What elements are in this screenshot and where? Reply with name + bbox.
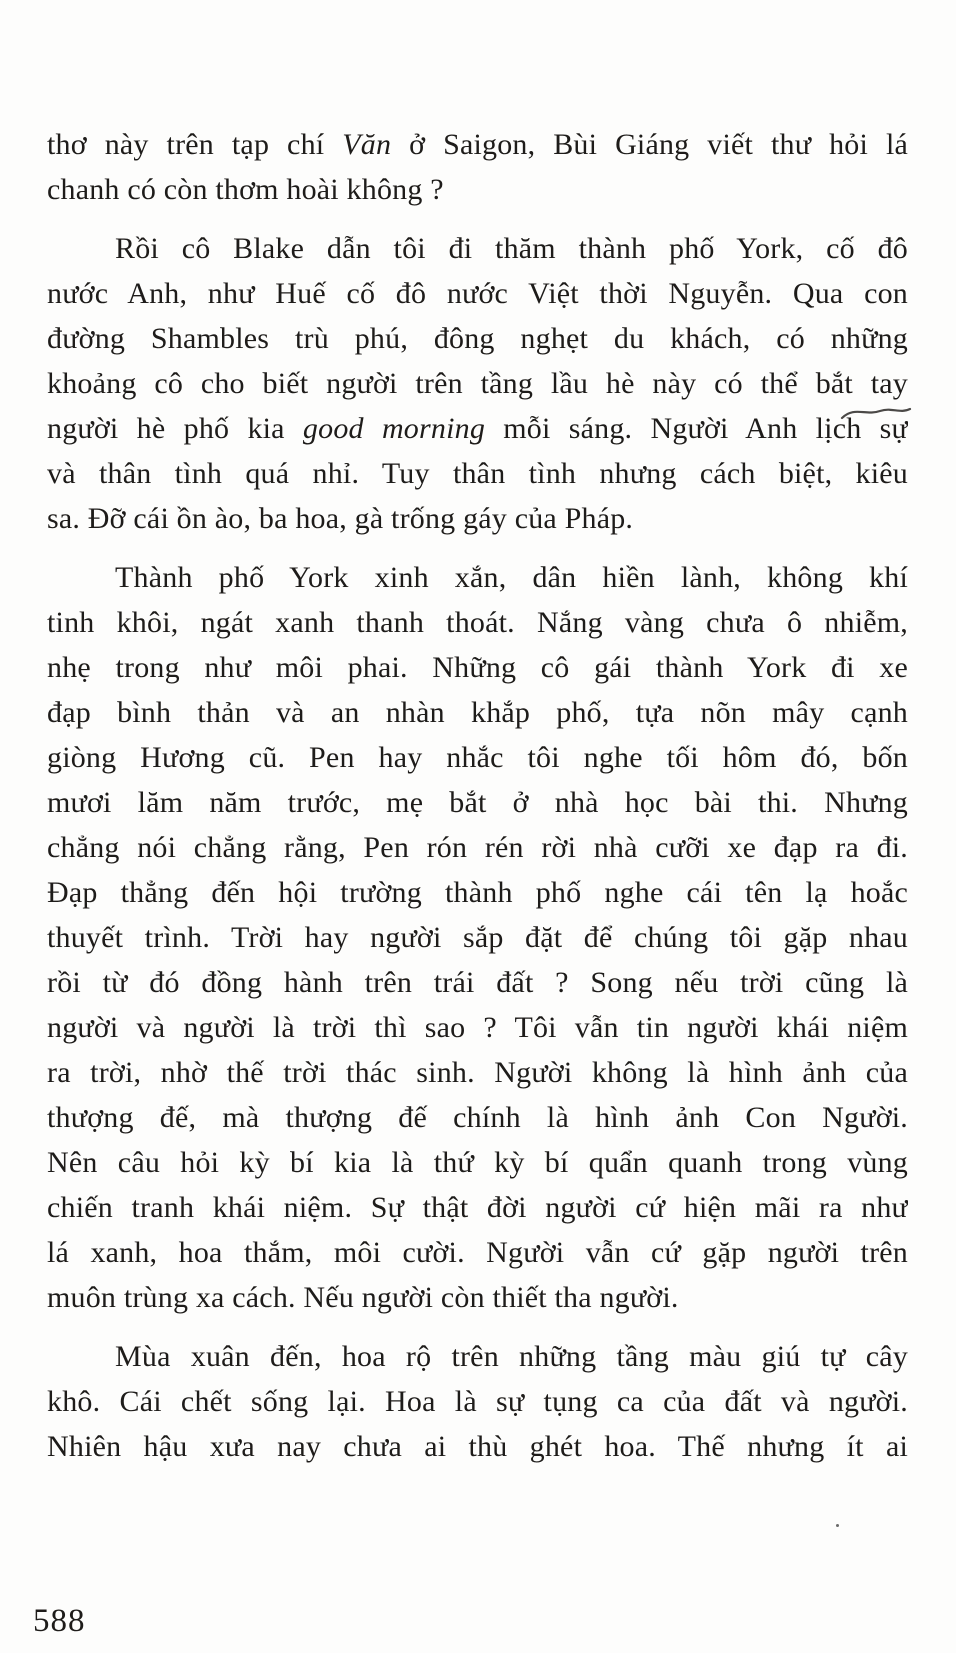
text-line: đạp bình thản và an nhàn khắp phố, tựa nõn mây cạnh	[47, 696, 908, 729]
text-line: nhẹ trong như môi phai. Những cô gái thành York đi xe	[47, 651, 908, 684]
italic-text: good morning	[302, 412, 486, 445]
text-line: và thân tình quá nhỉ. Tuy thân tình nhưng cách biệt, kiêu	[47, 457, 908, 490]
paragraph	[47, 226, 908, 541]
text-line: Mùa xuân đến, hoa rộ trên những tầng màu giú tự cây	[115, 1340, 908, 1373]
text-line: khô. Cái chết sống lại. Hoa là sự tụng ca của đất và người.	[47, 1385, 908, 1418]
text-line: tinh khôi, ngát xanh thanh thoát. Nắng vàng chưa ô nhiễm,	[47, 606, 908, 639]
text-line: đường Shambles trù phú, đông nghẹt du khách, có những	[47, 322, 908, 355]
text-line: giòng Hương cũ. Pen hay nhắc tôi nghe tối hôm đó, bốn	[47, 741, 908, 774]
text-line: thượng đế, mà thượng đế chính là hình ảnh Con Người.	[47, 1101, 908, 1134]
pen-stroke-artifact	[840, 402, 912, 424]
text-line: sa. Đỡ cái ồn ào, ba hoa, gà trống gáy của Pháp.	[47, 502, 634, 535]
text-line: mươi lăm năm trước, mẹ bắt ở nhà học bài thi. Nhưng	[47, 786, 908, 819]
text-line: nước Anh, như Huế cố đô nước Việt thời Nguyễn. Qua con	[47, 277, 908, 310]
text-line: ra trời, nhờ thế trời thác sinh. Người không là hình ảnh của	[47, 1056, 908, 1089]
text-line: thơ này trên tạp chí Văn ở Saigon, Bùi Giáng viết thư hỏi lá	[47, 128, 908, 161]
paragraph	[47, 1334, 908, 1469]
text-line: khoảng cô cho biết người trên tầng lầu hè này có thể bắt tay	[47, 367, 908, 400]
italic-text: Văn	[342, 128, 392, 161]
ink-speck-artifact	[836, 1524, 839, 1527]
text-line: người và người là trời thì sao ? Tôi vẫn tin người khái niệm	[47, 1011, 908, 1044]
page-number: 588	[33, 1603, 86, 1639]
text-line: người hè phố kia good morning mỗi sáng. Người Anh lịch sự	[47, 412, 908, 445]
text-line: chiến tranh khái niệm. Sự thật đời người cứ hiện mãi ra như	[47, 1191, 908, 1224]
text-line: Rồi cô Blake dẫn tôi đi thăm thành phố York, cố đô	[115, 232, 908, 265]
text-line: chanh có còn thơm hoài không ?	[47, 173, 444, 206]
text-line: chẳng nói chẳng rằng, Pen rón rén rời nhà cưỡi xe đạp ra đi.	[47, 831, 908, 864]
text-line: rồi từ đó đồng hành trên trái đất ? Song nếu trời cũng là	[47, 966, 908, 999]
paragraph	[47, 122, 908, 212]
text-line: thuyết trình. Trời hay người sắp đặt để chúng tôi gặp nhau	[47, 921, 908, 954]
text-line: lá xanh, hoa thắm, môi cười. Người vẫn cứ gặp người trên	[47, 1236, 908, 1269]
text-line: Nên câu hỏi kỳ bí kia là thứ kỳ bí quẩn quanh trong vùng	[47, 1146, 908, 1179]
text-line: Đạp thẳng đến hội trường thành phố nghe cái tên lạ hoắc	[47, 876, 908, 909]
text-line: Nhiên hậu xưa nay chưa ai thù ghét hoa. Thế nhưng ít ai	[47, 1430, 908, 1463]
text-line: muôn trùng xa cách. Nếu người còn thiết tha người.	[47, 1281, 679, 1314]
text-line: Thành phố York xinh xắn, dân hiền lành, không khí	[115, 561, 908, 594]
body-text	[47, 122, 908, 1483]
paragraph	[47, 555, 908, 1320]
